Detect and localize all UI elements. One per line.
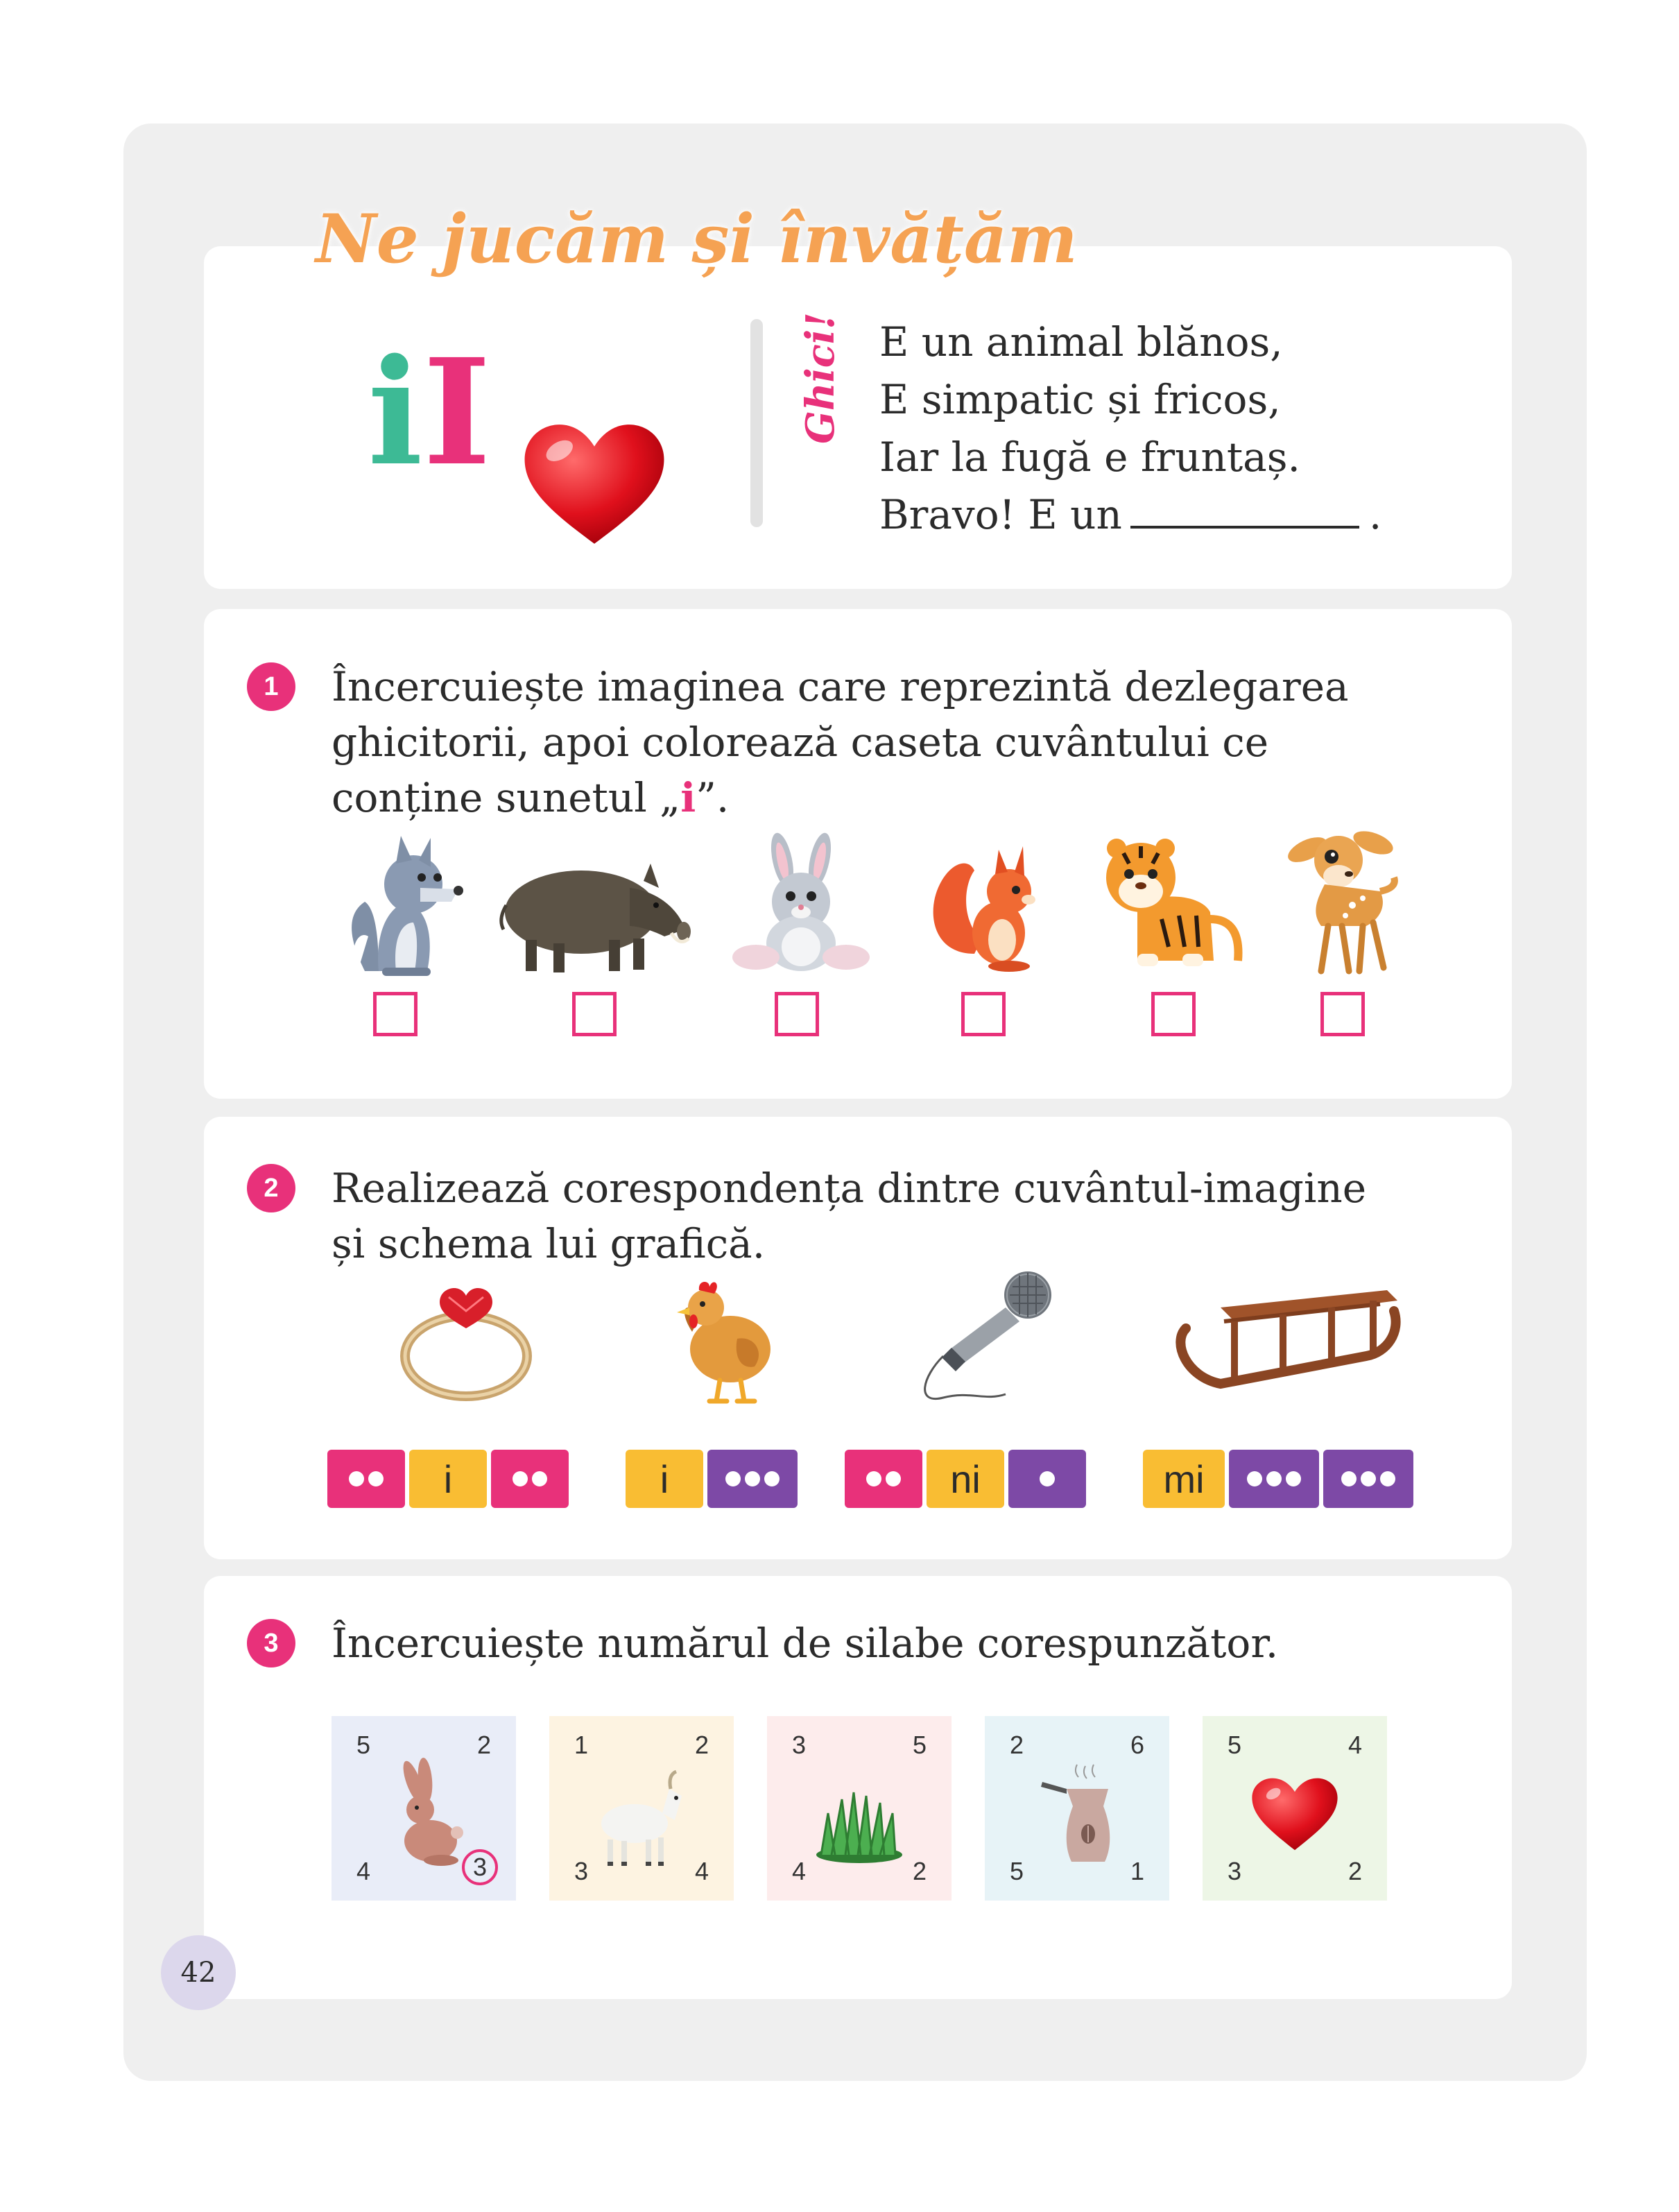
syllable-option[interactable]: 3 [791,1731,807,1759]
syllable-option[interactable]: 4 [356,1857,371,1885]
letter-display [368,327,492,498]
riddle-text [879,314,1381,544]
scheme-segment [845,1450,922,1508]
answer-checkbox[interactable] [373,992,417,1036]
syllable-option[interactable]: 2 [912,1857,927,1885]
syllable-option[interactable]: 5 [356,1731,371,1759]
instruction-line: și schema lui grafică. [332,1220,766,1267]
sled-picture[interactable] [1172,1280,1408,1405]
wolf-picture[interactable] [337,832,469,981]
exercise-3-instruction [332,1615,1278,1671]
hen-picture[interactable] [671,1269,782,1408]
goat-picture [593,1758,690,1869]
syllable-option[interactable]: 6 [1130,1731,1145,1759]
letter-lowercase: i [368,327,423,498]
exercise-number: 3 [247,1619,295,1667]
ghici-label: Ghici! [798,312,843,444]
scheme-segment: i [409,1450,487,1508]
scheme-ring[interactable] [327,1450,569,1508]
ring-picture[interactable] [397,1280,535,1405]
exercise-number: 2 [247,1164,295,1212]
syllable-option[interactable]: 2 [1347,1857,1363,1885]
answer-blank[interactable] [1130,491,1359,529]
scheme-hen[interactable] [626,1450,798,1508]
exercise-number: 1 [247,662,295,711]
coffee-pot-picture [1028,1758,1126,1869]
scheme-sled[interactable] [1143,1450,1413,1508]
riddle-line: Iar la fugă e fruntaș. [879,434,1300,481]
boar-picture[interactable] [498,850,692,975]
syllable-tile-goat [549,1716,734,1901]
tiger-picture[interactable] [1096,836,1248,975]
syllable-option[interactable]: 2 [476,1731,492,1759]
answer-checkbox[interactable] [961,992,1006,1036]
syllable-tile-hare [332,1716,516,1901]
riddle-line: E un animal blănos, [879,318,1283,366]
heart-icon [1246,1758,1343,1869]
riddle-answer-line [879,486,1381,544]
syllable-option[interactable]: 4 [694,1857,709,1885]
scheme-segment: i [626,1450,703,1508]
riddle-line: E simpatic și fricos, [879,376,1281,423]
syllable-option[interactable]: 5 [912,1731,927,1759]
scheme-segment [1229,1450,1319,1508]
syllable-tile-heart [1203,1716,1387,1901]
divider [750,319,763,527]
scheme-segment [707,1450,798,1508]
riddle-answer-prefix: Bravo! E un [879,491,1122,538]
letter-uppercase: I [422,327,492,498]
answer-checkbox[interactable] [1320,992,1365,1036]
page-number: 42 [161,1935,236,2010]
answer-checkbox[interactable] [572,992,617,1036]
syllable-option-circled[interactable]: 3 [462,1849,498,1885]
instruction-text: conține sunetul „ [332,774,681,821]
syllable-option[interactable]: 2 [1009,1731,1024,1759]
instruction-line: Încercuiește numărul de silabe corespunzător. [332,1620,1279,1667]
instruction-line: Încercuiește imaginea care reprezintă dezlegarea [332,663,1349,710]
heart-icon [522,422,667,547]
scheme-segment: ni [927,1450,1004,1508]
highlighted-letter: i [680,774,696,821]
scheme-segment [491,1450,569,1508]
microphone-picture[interactable] [902,1266,1061,1412]
exercise-2-instruction [332,1160,1366,1271]
answer-checkbox[interactable] [775,992,819,1036]
syllable-option[interactable]: 3 [1227,1857,1242,1885]
syllable-tile-grass [767,1716,952,1901]
syllable-option[interactable]: 4 [1347,1731,1363,1759]
scheme-segment [327,1450,405,1508]
syllable-tile-coffee-pot [985,1716,1169,1901]
riddle-answer-suffix: . [1368,491,1382,538]
scheme-microphone[interactable] [845,1450,1086,1508]
hare-picture [375,1758,472,1869]
syllable-option[interactable]: 3 [574,1857,589,1885]
page-title: Ne jucăm și învățăm [316,200,1078,278]
scheme-segment: mi [1143,1450,1225,1508]
answer-checkbox[interactable] [1151,992,1196,1036]
scheme-segment [1323,1450,1413,1508]
grass-picture [811,1758,908,1869]
syllable-option[interactable]: 4 [791,1857,807,1885]
deer-picture[interactable] [1283,822,1401,978]
instruction-line: ghicitorii, apoi colorează caseta cuvântului ce [332,719,1269,766]
squirrel-picture[interactable] [926,836,1044,975]
syllable-option[interactable]: 5 [1227,1731,1242,1759]
syllable-option[interactable]: 2 [694,1731,709,1759]
exercise-1-instruction [332,659,1349,825]
instruction-line [332,770,1349,825]
rabbit-picture[interactable] [728,832,874,975]
scheme-segment [1008,1450,1086,1508]
instruction-line: Realizează corespondența dintre cuvântul-imagine [332,1165,1367,1212]
syllable-option[interactable]: 5 [1009,1857,1024,1885]
instruction-text: ”. [696,774,730,821]
syllable-option[interactable]: 1 [574,1731,589,1759]
syllable-option[interactable]: 1 [1130,1857,1145,1885]
